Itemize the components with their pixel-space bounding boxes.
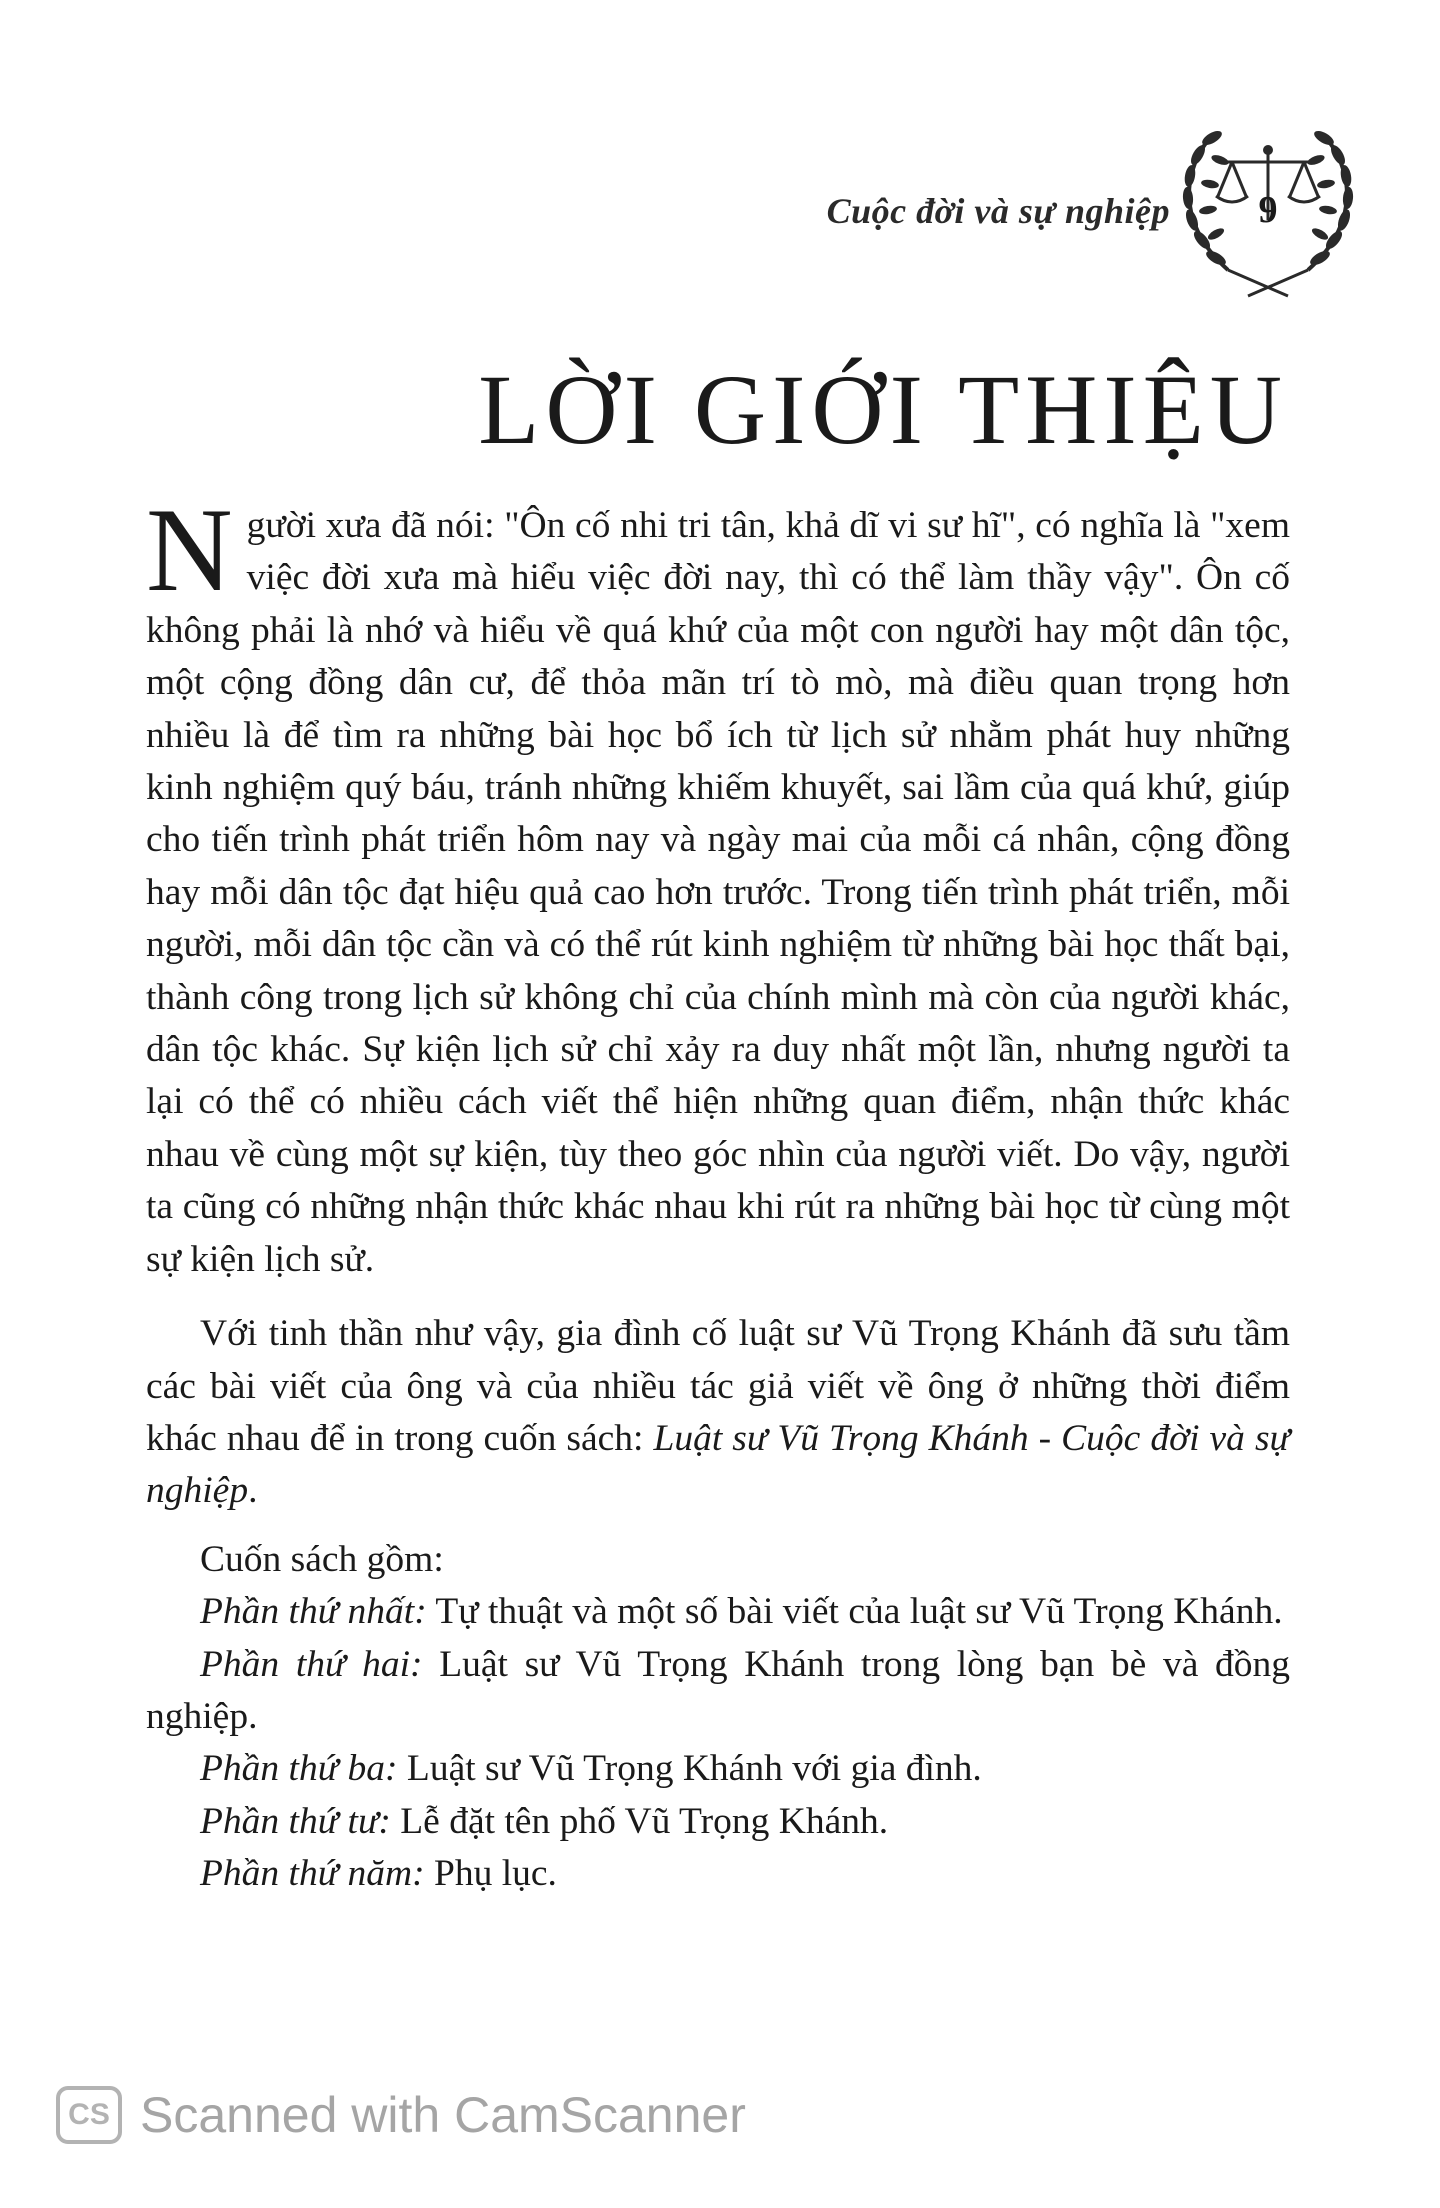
second-paragraph-end: .	[248, 1470, 258, 1512]
part-text: Lễ đặt tên phố Vũ Trọng Khánh.	[400, 1800, 889, 1842]
part-label: Phần thứ hai:	[200, 1643, 423, 1685]
part-item	[146, 1639, 1290, 1744]
second-paragraph-text: Với tinh thần như vậy, gia đình cố luật sư Vũ Trọng Khánh đã sưu tầm các bài viết của ông và của nhiều tác giả viết về ông ở những thời điểm khác nhau để in trong cuốn sách:	[146, 1313, 1290, 1459]
part-text: Tự thuật và một số bài viết của luật sư Vũ Trọng Khánh.	[435, 1591, 1283, 1633]
part-label: Phần thứ ba:	[200, 1748, 398, 1790]
page-number: 9	[1258, 189, 1278, 231]
intro-paragraph	[146, 483, 1290, 1286]
second-paragraph	[146, 1308, 1290, 1518]
part-text: Luật sư Vũ Trọng Khánh trong lòng bạn bè và đồng nghiệp.	[146, 1643, 1290, 1737]
part-label: Phần thứ tư:	[200, 1800, 391, 1842]
part-item	[146, 1586, 1290, 1638]
part-item	[146, 1796, 1290, 1848]
watermark-text: Scanned with CamScanner	[140, 2087, 746, 2143]
part-text: Luật sư Vũ Trọng Khánh với gia đình.	[406, 1748, 982, 1790]
book-title: Luật sư Vũ Trọng Khánh - Cuộc đời và sự nghiệp	[146, 1417, 1290, 1512]
part-item	[146, 1848, 1290, 1900]
intro-paragraph-text: gười xưa đã nói: "Ôn cố nhi tri tân, khả dĩ vi sư hĩ", có nghĩa là "xem việc đời xưa mà hiểu việc đời nay, thì có thể làm thầy vậy". Ôn cố không phải là nhớ và hiểu về quá khứ của một con người hay một dân tộc, một cộng đồng dân cư, để thỏa mãn trí tò mò, mà điều quan trọng hơn nhiều là để tìm ra những bài học bổ ích từ lịch sử nhằm phát huy những kinh nghiệm quý báu, tránh những khiếm khuyết, sai lầm của quá khứ, giúp cho tiến trình phát triển hôm nay và ngày mai của mỗi cá nhân, cộng đồng hay mỗi dân tộc đạt hiệu quả cao hơn trước. Trong tiến trình phát triển, mỗi người, mỗi dân tộc cần và có thể rút kinh nghiệm từ những bài học thất bại, thành công trong lịch sử không chỉ của chính mình mà còn của người khác, dân tộc khác. Sự kiện lịch sử chỉ xảy ra duy nhất một lần, nhưng người ta lại có thể có nhiều cách viết thể hiện những quan điểm, nhận thức khác nhau về cùng một sự kiện, tùy theo góc nhìn của người viết. Do vậy, người ta cũng có những nhận thức khác nhau khi rút ra những bài học từ cùng một sự kiện lịch sử.	[146, 505, 1290, 1280]
part-label: Phần thứ năm:	[200, 1853, 425, 1895]
running-header: Cuộc đời và sự nghiệp	[826, 191, 1170, 231]
part-text: Phụ lục.	[433, 1853, 557, 1895]
camscanner-logo-icon: CS	[56, 2086, 122, 2144]
drop-cap: N	[146, 483, 233, 616]
contents-intro: Cuốn sách gồm:	[200, 1538, 444, 1580]
chapter-title: LỜI GIỚI THIỆU	[478, 354, 1288, 465]
part-label: Phần thứ nhất:	[200, 1591, 427, 1633]
camscanner-watermark	[56, 2086, 746, 2144]
part-item	[146, 1743, 1290, 1795]
body-text	[146, 483, 1290, 1901]
